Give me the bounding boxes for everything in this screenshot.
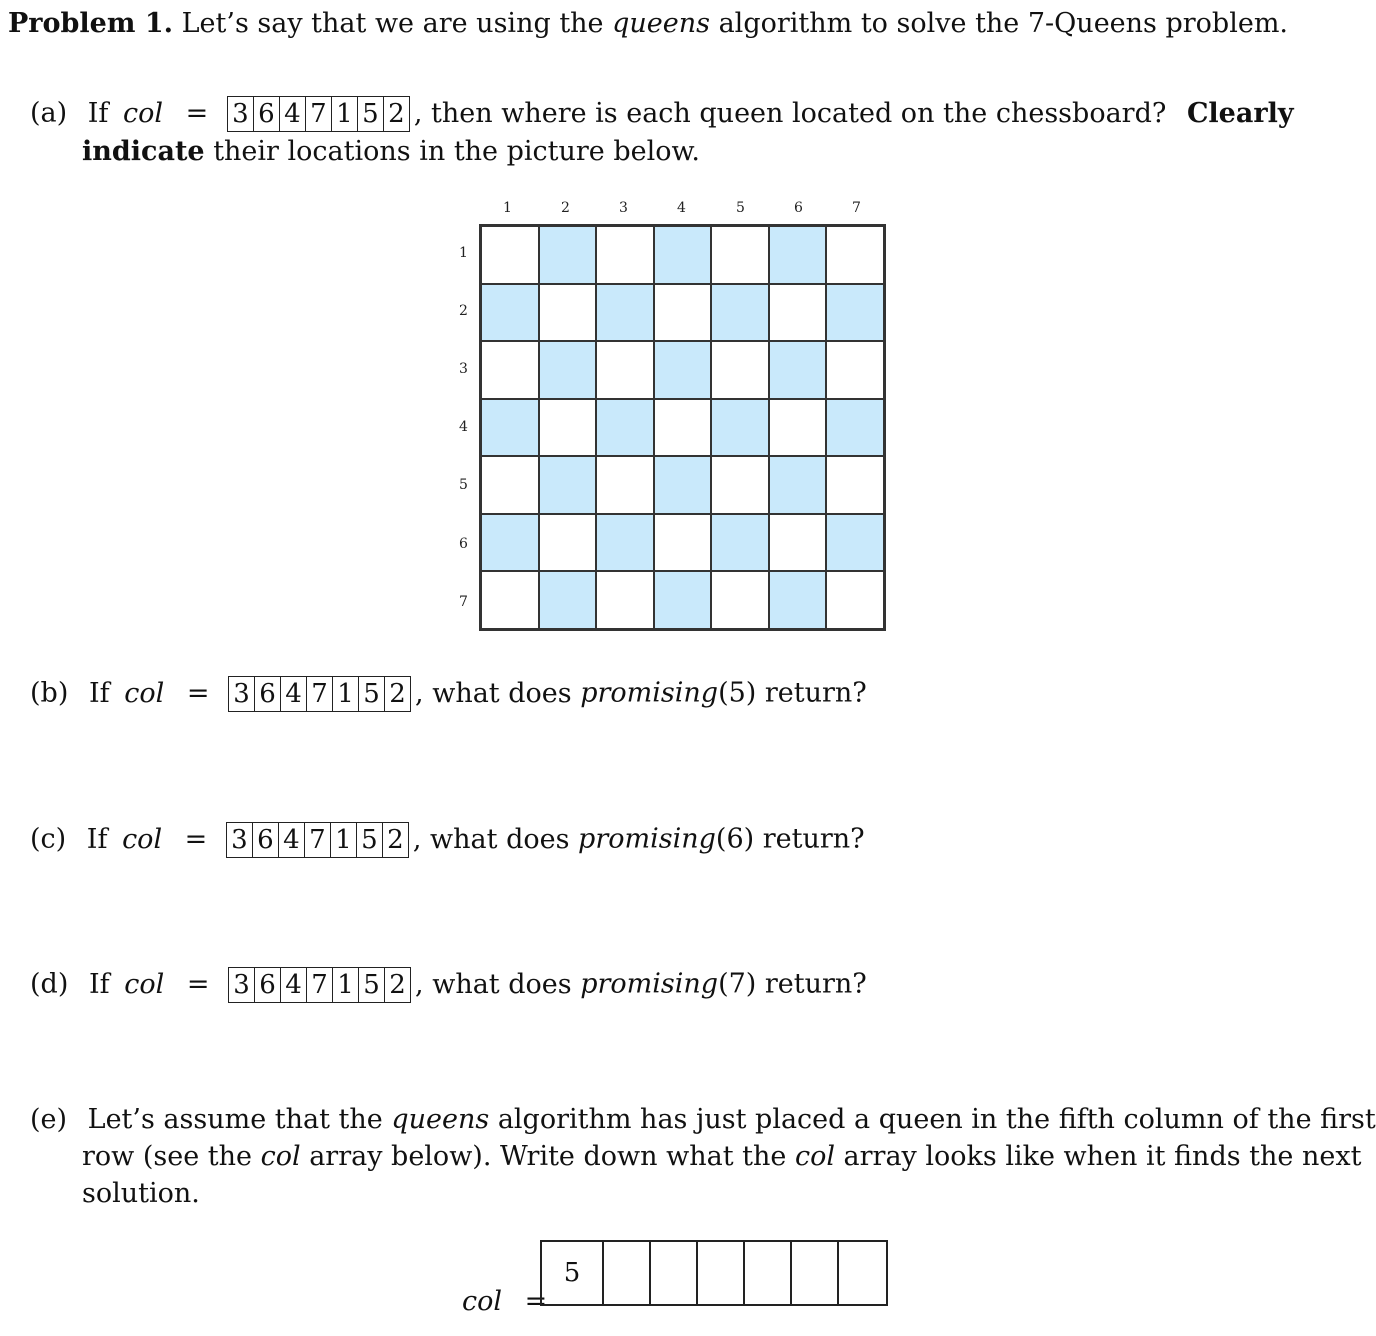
board-square[interactable] bbox=[539, 226, 597, 284]
answer-cell[interactable] bbox=[839, 1242, 886, 1304]
column-label: 4 bbox=[677, 200, 686, 216]
col-cell: 4 bbox=[281, 677, 307, 711]
if-word: If bbox=[86, 823, 108, 855]
equals-sign: = bbox=[524, 1286, 548, 1317]
part-a-text-2: their locations in the picture below. bbox=[204, 136, 701, 167]
problem-intro-text: Let’s say that we are using the bbox=[181, 8, 613, 39]
col-cell: 4 bbox=[279, 823, 305, 857]
board-square[interactable] bbox=[596, 284, 654, 342]
board-square[interactable] bbox=[769, 399, 827, 457]
part-e-line-2 bbox=[82, 1143, 1361, 1170]
part-e-text: array below). Write down what the bbox=[300, 1141, 795, 1172]
part-a-label: (a) bbox=[30, 97, 68, 129]
board-square[interactable] bbox=[539, 456, 597, 514]
equals-sign: = bbox=[184, 823, 208, 855]
part-a-bold-clearly: Clearly bbox=[1186, 97, 1294, 129]
col-cell: 1 bbox=[332, 97, 358, 131]
answer-cell[interactable] bbox=[745, 1242, 792, 1304]
col-cell: 2 bbox=[389, 679, 406, 709]
board-square[interactable] bbox=[654, 399, 712, 457]
row-label: 6 bbox=[459, 536, 468, 552]
col-cell: 5 bbox=[359, 968, 385, 1002]
board-square[interactable] bbox=[826, 456, 884, 514]
row-label: 5 bbox=[459, 477, 468, 493]
part-d-label: (d) bbox=[30, 968, 69, 1000]
part-e-text: array looks like when it finds the next bbox=[834, 1141, 1362, 1172]
board-square[interactable] bbox=[769, 341, 827, 399]
col-array-b bbox=[228, 676, 411, 712]
answer-cell[interactable] bbox=[604, 1242, 651, 1304]
col-word: col bbox=[124, 677, 165, 709]
board-square[interactable] bbox=[596, 456, 654, 514]
promising-func: promising bbox=[578, 823, 716, 855]
board-square[interactable] bbox=[826, 571, 884, 629]
col-cell: 2 bbox=[389, 970, 406, 1000]
if-word: If bbox=[88, 968, 110, 1000]
board-square[interactable] bbox=[481, 226, 539, 284]
col-cell: 7 bbox=[307, 968, 333, 1002]
part-e-text: solution. bbox=[82, 1178, 200, 1209]
col-cell: 7 bbox=[305, 823, 331, 857]
part-b-line bbox=[30, 676, 867, 712]
board-square[interactable] bbox=[654, 456, 712, 514]
problem-intro-text-2: algorithm to solve the 7-Queens problem. bbox=[710, 8, 1289, 39]
column-label: 2 bbox=[561, 200, 570, 216]
part-e-text: algorithm has just placed a queen in the fifth column of the first bbox=[489, 1104, 1376, 1135]
part-b-label: (b) bbox=[30, 677, 69, 709]
chessboard bbox=[479, 224, 886, 631]
part-c-line bbox=[30, 822, 865, 858]
col-cell: 4 bbox=[280, 97, 306, 131]
board-square[interactable] bbox=[711, 571, 769, 629]
column-label: 7 bbox=[852, 200, 861, 216]
board-square[interactable] bbox=[826, 226, 884, 284]
col-word: col bbox=[124, 968, 165, 1000]
board-square[interactable] bbox=[654, 571, 712, 629]
row-label: 3 bbox=[459, 361, 468, 377]
part-c-arg: (6) return? bbox=[715, 823, 865, 855]
col-cell: 3 bbox=[229, 677, 255, 711]
board-square[interactable] bbox=[769, 284, 827, 342]
board-square[interactable] bbox=[769, 456, 827, 514]
board-square[interactable] bbox=[539, 399, 597, 457]
if-word: If bbox=[87, 97, 109, 129]
board-square[interactable] bbox=[596, 341, 654, 399]
queens-word: queens bbox=[612, 8, 710, 39]
part-e-text: Let’s assume that the bbox=[87, 1104, 392, 1135]
col-cell: 6 bbox=[254, 97, 280, 131]
part-e-line-1 bbox=[30, 1106, 1376, 1133]
col-cell: 5 bbox=[358, 97, 384, 131]
part-c-text: , what does bbox=[412, 823, 579, 855]
board-square[interactable] bbox=[826, 284, 884, 342]
part-a-bold-indicate: indicate bbox=[82, 136, 205, 167]
board-square[interactable] bbox=[539, 284, 597, 342]
part-a-line-2 bbox=[82, 138, 700, 165]
answer-cell[interactable]: 5 bbox=[542, 1242, 604, 1304]
col-cell: 6 bbox=[255, 677, 281, 711]
promising-func: promising bbox=[580, 677, 719, 709]
col-cell: 1 bbox=[331, 823, 357, 857]
row-label: 2 bbox=[459, 303, 468, 319]
column-label: 6 bbox=[794, 200, 803, 216]
board-square[interactable] bbox=[711, 341, 769, 399]
row-label: 1 bbox=[459, 245, 468, 261]
part-a-line-1 bbox=[30, 96, 1294, 132]
problem-title: Problem 1. bbox=[8, 8, 174, 39]
col-array-c bbox=[226, 822, 409, 858]
part-b-arg: (5) return? bbox=[718, 677, 867, 709]
board-square[interactable] bbox=[481, 341, 539, 399]
board-square[interactable] bbox=[769, 514, 827, 572]
board-square[interactable] bbox=[711, 399, 769, 457]
column-label: 3 bbox=[619, 200, 628, 216]
part-c-label: (c) bbox=[30, 823, 67, 855]
part-b-text: , what does bbox=[415, 677, 581, 709]
board-square[interactable] bbox=[711, 284, 769, 342]
part-e-line-3 bbox=[82, 1180, 200, 1207]
col-cell: 3 bbox=[229, 968, 255, 1002]
board-square[interactable] bbox=[596, 571, 654, 629]
board-square[interactable] bbox=[539, 341, 597, 399]
column-label: 5 bbox=[736, 200, 745, 216]
board-square[interactable] bbox=[769, 226, 827, 284]
board-square[interactable] bbox=[711, 226, 769, 284]
board-square[interactable] bbox=[539, 514, 597, 572]
col-cell: 5 bbox=[359, 677, 385, 711]
part-e-label: (e) bbox=[30, 1104, 68, 1135]
column-label: 1 bbox=[503, 200, 512, 216]
board-square[interactable] bbox=[769, 571, 827, 629]
board-square[interactable] bbox=[654, 341, 712, 399]
part-a-text: , then where is each queen located on the chessboard? bbox=[413, 97, 1167, 129]
answer-cell[interactable] bbox=[792, 1242, 839, 1304]
row-label: 7 bbox=[459, 594, 468, 610]
part-d-text: , what does bbox=[415, 968, 581, 1000]
board-square[interactable] bbox=[481, 284, 539, 342]
col-word: col bbox=[260, 1141, 301, 1172]
board-square[interactable] bbox=[654, 284, 712, 342]
col-cell: 4 bbox=[281, 968, 307, 1002]
col-cell: 2 bbox=[387, 825, 404, 855]
equals-sign: = bbox=[185, 97, 209, 129]
answer-cell[interactable] bbox=[651, 1242, 698, 1304]
col-cell: 6 bbox=[253, 823, 279, 857]
problem-heading-line bbox=[8, 10, 1288, 37]
board-square[interactable] bbox=[711, 456, 769, 514]
board-square[interactable] bbox=[596, 399, 654, 457]
col-cell: 5 bbox=[357, 823, 383, 857]
answer-col-label bbox=[462, 1288, 547, 1315]
part-e-text: row (see the bbox=[82, 1141, 261, 1172]
col-array-a bbox=[227, 96, 410, 132]
col-cell: 2 bbox=[388, 99, 405, 129]
board-square[interactable] bbox=[596, 226, 654, 284]
col-cell: 6 bbox=[255, 968, 281, 1002]
col-cell: 7 bbox=[306, 97, 332, 131]
board-square[interactable] bbox=[654, 514, 712, 572]
col-word: col bbox=[122, 823, 163, 855]
board-square[interactable] bbox=[481, 456, 539, 514]
part-d-line bbox=[30, 967, 867, 1003]
answer-cell[interactable] bbox=[698, 1242, 745, 1304]
col-cell: 3 bbox=[227, 823, 253, 857]
if-word: If bbox=[88, 677, 110, 709]
answer-col-array bbox=[540, 1240, 888, 1306]
part-d-arg: (7) return? bbox=[718, 968, 867, 1000]
row-label: 4 bbox=[459, 419, 468, 435]
col-cell: 1 bbox=[333, 968, 359, 1002]
board-square[interactable] bbox=[539, 571, 597, 629]
col-word: col bbox=[123, 97, 164, 129]
col-cell: 3 bbox=[228, 97, 254, 131]
queens-word: queens bbox=[391, 1104, 490, 1135]
col-cell: 7 bbox=[307, 677, 333, 711]
board-square[interactable] bbox=[826, 341, 884, 399]
board-square[interactable] bbox=[711, 514, 769, 572]
col-array-d bbox=[228, 967, 411, 1003]
promising-func: promising bbox=[580, 968, 719, 1000]
col-word: col bbox=[794, 1141, 835, 1172]
col-cell: 1 bbox=[333, 677, 359, 711]
board-square[interactable] bbox=[481, 571, 539, 629]
board-square[interactable] bbox=[826, 399, 884, 457]
board-square[interactable] bbox=[596, 514, 654, 572]
equals-sign: = bbox=[186, 968, 210, 1000]
col-word: col bbox=[462, 1286, 503, 1317]
board-square[interactable] bbox=[481, 399, 539, 457]
board-square[interactable] bbox=[481, 514, 539, 572]
board-square[interactable] bbox=[826, 514, 884, 572]
board-square[interactable] bbox=[654, 226, 712, 284]
equals-sign: = bbox=[186, 677, 210, 709]
